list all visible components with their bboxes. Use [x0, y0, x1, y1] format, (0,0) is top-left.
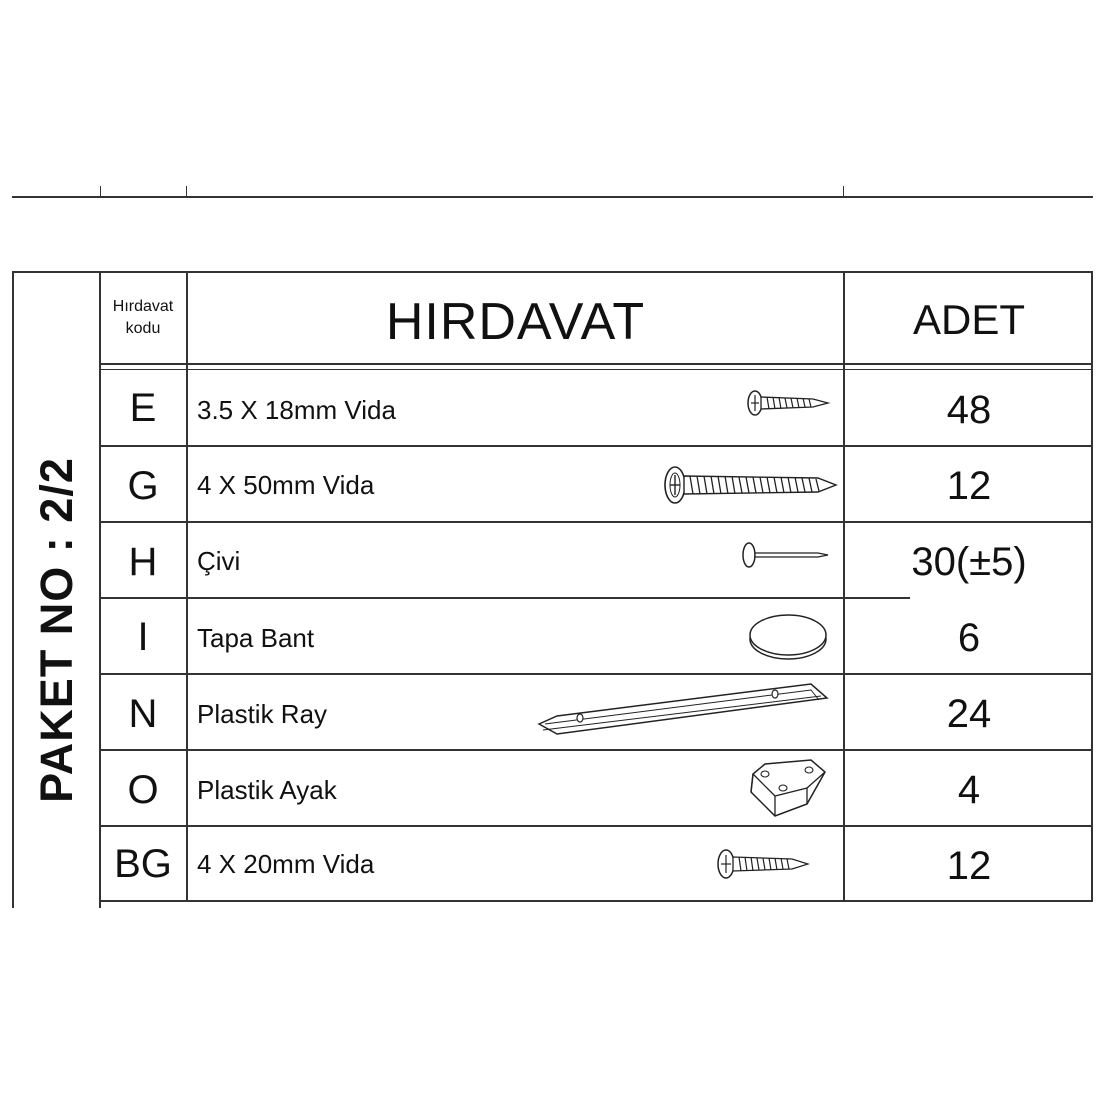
- column-divider: [186, 271, 188, 901]
- row-code: G: [127, 463, 159, 508]
- header-divider: [100, 369, 1093, 370]
- small-screw-icon: [745, 388, 831, 418]
- top-rule-tick: [843, 186, 844, 196]
- row-name: Plastik Ray: [197, 698, 328, 729]
- row-code: I: [137, 614, 149, 659]
- medium-screw-icon: [714, 847, 810, 881]
- qty-column-header: ADET: [912, 296, 1025, 343]
- row-qty: 6: [957, 615, 981, 660]
- cap-sticker-icon: [745, 612, 831, 662]
- row-qty: 12: [946, 843, 992, 888]
- package-label: PAKET NO : 2/2: [31, 457, 82, 803]
- top-rule: [12, 196, 1093, 198]
- row-qty: 48: [946, 387, 992, 432]
- row-name: Çivi: [197, 545, 241, 576]
- top-rule-tick: [100, 186, 101, 196]
- table-border-left: [12, 271, 14, 908]
- code-header-line1: Hırdavat: [112, 298, 174, 315]
- plastic-foot-icon: [745, 756, 831, 822]
- row-code: BG: [114, 841, 172, 886]
- row-code: O: [127, 767, 159, 812]
- code-header-line2: kodu: [125, 320, 161, 337]
- item-column-header: HIRDAVAT: [385, 293, 646, 351]
- nail-icon: [740, 540, 832, 570]
- row-name: 3.5 X 18mm Vida: [197, 394, 396, 425]
- row-code: N: [128, 691, 158, 736]
- row-qty: 12: [946, 463, 992, 508]
- long-screw-icon: [660, 464, 840, 506]
- code-column-header: [100, 272, 186, 364]
- top-rule-tick: [186, 186, 187, 196]
- row-qty: 30(±5): [911, 539, 1027, 584]
- row-name: Tapa Bant: [197, 622, 315, 653]
- plastic-rail-icon: [535, 680, 831, 740]
- row-code: E: [129, 385, 157, 430]
- row-qty: 4: [957, 767, 981, 812]
- row-code: H: [128, 539, 158, 584]
- row-name: 4 X 20mm Vida: [197, 848, 375, 879]
- row-name: Plastik Ayak: [197, 774, 337, 805]
- row-name: 4 X 50mm Vida: [197, 469, 375, 500]
- row-qty: 24: [946, 691, 992, 736]
